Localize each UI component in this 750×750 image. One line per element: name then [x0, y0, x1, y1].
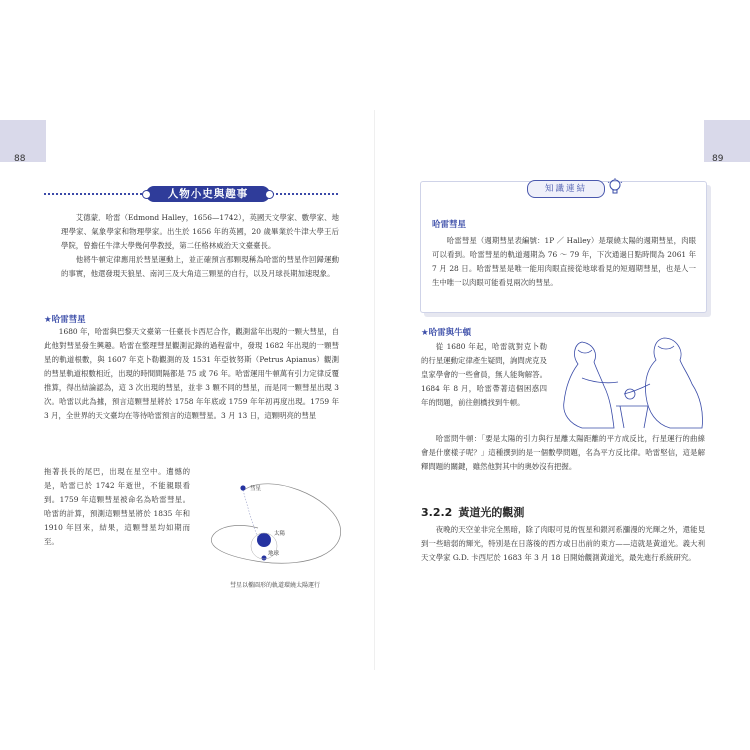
right-page-number: 89	[712, 154, 724, 164]
comet-tail	[243, 490, 258, 538]
pill-dot-right	[265, 190, 274, 199]
figure-halley	[564, 342, 614, 428]
halley-newton-illustration	[552, 332, 710, 432]
comet-dot	[240, 485, 245, 490]
star-icon-2: ★	[421, 328, 429, 338]
halley-comet-text	[44, 325, 339, 423]
knowledge-heading: 哈雷彗星	[432, 220, 467, 230]
bio-title-pill	[146, 186, 270, 202]
sun-dot	[257, 533, 271, 547]
bio-title: 人物小史與趣事	[167, 188, 249, 200]
halley-newton-heading	[421, 326, 471, 338]
comet-orbit-figure	[200, 468, 350, 580]
right-page-tab	[704, 120, 750, 162]
halley-comet-paragraph-tail: 拖著長長的尾巴，出現在星空中。遺憾的是，哈雷已於 1742 年逝世，不能親眼看到。1759 年這顆彗星被命名為哈雷彗星。哈雷的計算，預測這顆彗星將於 1835 年和 1910 年回來，結果，這顆彗星均如期而至。	[44, 467, 190, 546]
halley-newton-paragraph-2: 哈雷問牛頓：「要是太陽的引力與行星離太陽距離的平方成反比，行星運行的曲線會是什麼樣子呢？」這種撰到的是一個數學問題，名為平方反比律。哈雷堅信，這是解釋問題的關鍵，雖然他對其中的奧妙沒有把握。	[421, 434, 705, 471]
knowledge-box	[420, 181, 707, 313]
zodiacal-text	[421, 523, 705, 565]
star-icon: ★	[44, 315, 52, 325]
label-sun: 太陽	[274, 531, 286, 537]
label-earth: 地球	[268, 551, 280, 557]
halley-newton-heading-text: 哈雷與牛頓	[428, 328, 472, 338]
zodiacal-paragraph: 夜晚的天空並非完全黑暗，除了肉眼可見的恆星和銀河系瀰漫的光輝之外，還能見到一些暗弱的輝光，特別是在日落後的西方或日出前的東方——這就是黃道光。義大利天文學家 G.D. 卡西尼於 1683 年 3 月 18 日開始觀測黃道光，最先進行系統研究。	[421, 525, 705, 562]
bio-paragraph-2: 他將牛頓定律應用於彗星運動上，並正確預言那顆現稱為哈雷的彗星作回歸運動的事實，他還發現天狼星、南河三及大角這三顆星的自行，以及月球長期加速現象。	[61, 255, 339, 278]
knowledge-text	[432, 234, 696, 290]
halley-comet-text-tail	[44, 465, 190, 549]
bio-title-bar	[44, 186, 338, 202]
table-edge	[616, 406, 648, 428]
halley-comet-heading	[44, 313, 86, 325]
sun-sketch	[625, 389, 635, 399]
halley-newton-text-2	[421, 432, 705, 474]
halley-comet-heading-text: 哈雷彗星	[51, 315, 86, 325]
knowledge-box-title: 知識連結	[527, 180, 605, 198]
halley-newton-text-1	[421, 340, 547, 410]
figure-newton	[645, 338, 702, 428]
figure-caption: 彗星以橢圓形的軌道環繞太陽運行	[230, 582, 321, 589]
page-gutter	[374, 110, 375, 670]
lightbulb-icon	[607, 178, 623, 196]
halley-newton-paragraph-1: 從 1680 年起，哈雷就對克卜勒的行星運動定律產生疑問，詢問虎克及皇家學會的一些會員，無人能夠解答。1684 年 8 月，哈雷帶著這個困惑四年的問題，前往劍橋找到牛頓。	[421, 342, 547, 407]
pill-dot-left	[142, 190, 151, 199]
bio-paragraph-1: 艾德蒙．哈雷（Edmond Halley，1656—1742），英國天文學家、數學家、地理學家、氣象學家和物理學家。出生於 1656 年的英國，20 歲畢業於牛津大學王后學院，曾擔任牛津大學幾何學教授，第二任格林威治天文臺臺長。	[61, 213, 339, 250]
zodiacal-section-heading	[421, 504, 530, 520]
left-page-number: 88	[14, 154, 26, 164]
label-comet: 彗星	[250, 486, 262, 492]
halley-comet-paragraph: 1680 年，哈雷與巴黎天文臺第一任臺長卡西尼合作，觀測當年出現的一顆大彗星，自此他對彗星發生興趣。哈雷在整理彗星觀測記錄的過程當中，發現 1682 年出現的一顆彗星的軌道根數，與 1607 年克卜勒觀測的及 1531 年亞彼努斯（Petrus Apianus）觀測的彗星軌道根數相近，出現的時間間隔都是 75 或 76 年。哈雷運用牛頓萬有引力定律反覆推算，得出結論認為，這 3 次出現的彗星，並非 3 顆不同的彗星，而是同一顆彗星出現 3 次。哈雷以此為據，預言這顆彗星將於 1758 年年底或 1759 年年初再度出現。1759 年 3 月，全世界的天文臺均在等待哈雷預言的這顆彗星。3 月 13 日，這顆明亮的彗星	[44, 327, 339, 420]
bio-text	[61, 211, 339, 281]
zodiacal-section-number: 3.2.2	[421, 506, 453, 519]
zodiacal-section-title: 黃道光的觀測	[458, 506, 525, 519]
knowledge-paragraph: 哈雷彗星（週期彗星表編號：1P ／ Halley）是環繞太陽的週期彗星，肉眼可以看到。哈雷彗星的軌道週期為 76 ～ 79 年，下次通過日點時間為 2061 年 7 月 28 日。哈雷彗星是唯一能用肉眼直接從地球看見的短週期彗星，也是人一生中唯一以肉眼可能看見兩次的彗星。	[432, 236, 696, 287]
earth-dot	[262, 556, 267, 561]
